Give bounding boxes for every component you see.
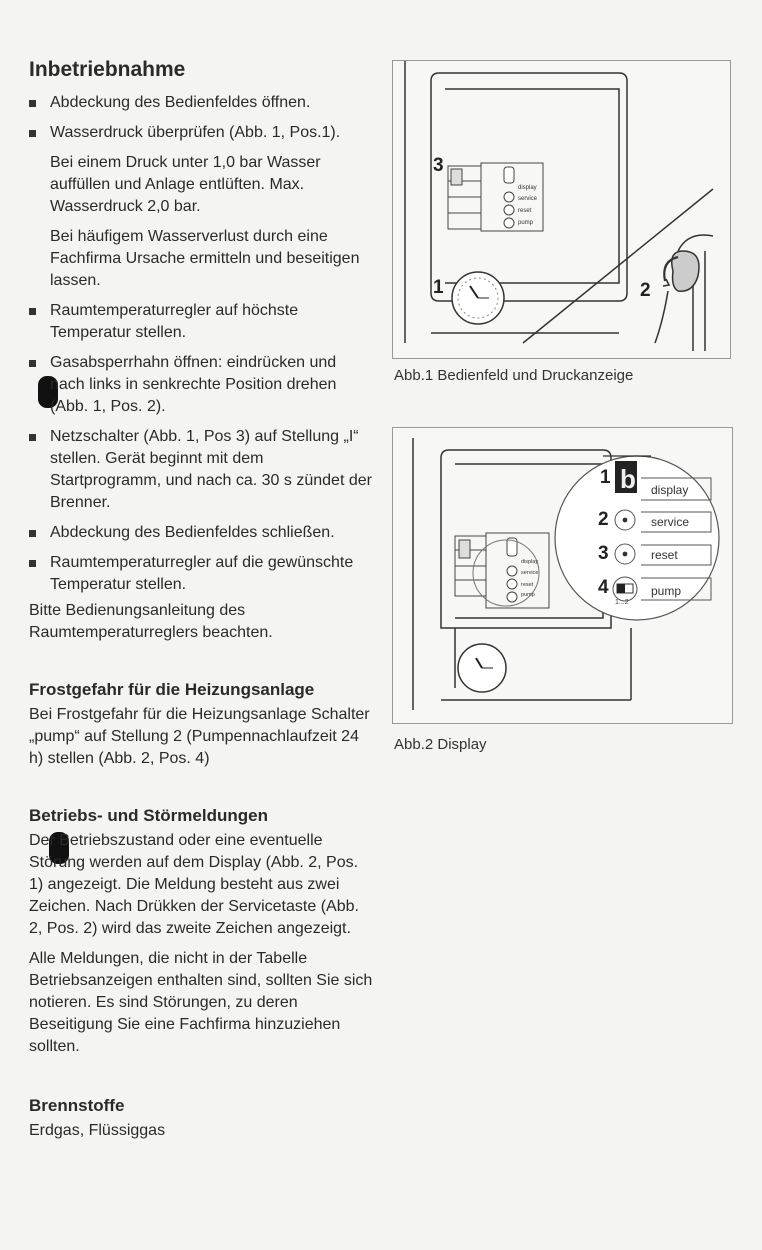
list-item-text: Netzschalter (Abb. 1, Pos 3) auf Stellung „I“ stellen. Gerät beginnt mit dem Startprogramm, und nach ca. 30 s zündet der Brenner. bbox=[50, 428, 372, 511]
list-item-subtext: Bei häufigem Wasserverlust durch eine Fachfirma Ursache ermitteln und beseitigen lassen. bbox=[50, 228, 360, 289]
bullet-icon bbox=[29, 434, 36, 441]
status-paragraph-1: Der Betriebszustand oder eine eventuelle Störung werden auf dem Display (Abb. 2, Pos. 1) angezeigt. Die Meldung besteht aus zwei Zeichen. Nach Drükken der Servicetaste (Abb. 2, Pos. 2) wird das zweite Zeichen angezeigt. bbox=[29, 832, 359, 937]
svg-text:service: service bbox=[521, 570, 539, 576]
fig2-label-pump: pump bbox=[651, 584, 682, 598]
startup-steps-list bbox=[29, 92, 374, 596]
pressure-gauge-icon bbox=[452, 272, 504, 324]
svg-text:reset: reset bbox=[521, 582, 534, 588]
bullet-icon bbox=[29, 130, 36, 137]
fig2-label-display: display bbox=[651, 483, 689, 497]
figure-2 bbox=[392, 427, 733, 724]
fig1-label-pump: pump bbox=[518, 220, 534, 226]
list-item bbox=[29, 122, 374, 292]
display-illustration bbox=[393, 428, 732, 723]
list-item bbox=[29, 426, 374, 514]
bullet-icon bbox=[29, 560, 36, 567]
list-item bbox=[29, 300, 374, 344]
bullet-icon bbox=[29, 100, 36, 107]
list-item-text: Raumtemperaturregler auf höchste Temperatur stellen. bbox=[50, 302, 299, 341]
svg-text:display: display bbox=[521, 559, 539, 565]
fig1-label-display: display bbox=[518, 185, 537, 191]
fig2-label-reset: reset bbox=[651, 548, 678, 562]
figure-1-caption: Abb.1 Bedienfeld und Druckanzeige bbox=[394, 367, 634, 384]
pump-switch-scale: 1...2 bbox=[615, 599, 629, 606]
list-item-text: Abdeckung des Bedienfeldes schließen. bbox=[50, 524, 335, 541]
thermostat-note: Bitte Bedienungsanleitung des Raumtemperaturreglers beachten. bbox=[29, 602, 273, 641]
fig2-pos-2: 2 bbox=[598, 509, 609, 530]
list-item-text: Raumtemperaturregler auf die gewünschte Temperatur stellen. bbox=[50, 554, 354, 593]
display-zoom bbox=[555, 456, 719, 620]
bullet-icon bbox=[29, 360, 36, 367]
bullet-icon bbox=[29, 530, 36, 537]
figure-2-caption: Abb.2 Display bbox=[394, 736, 487, 753]
status-paragraph-2: Alle Meldungen, die nicht in der Tabelle Betriebsanzeigen enthalten sind, sollten Sie sich notieren. Es sind Störungen, zu deren Beseitigung Sie eine Fachfirma hinzuziehen sollten. bbox=[29, 950, 373, 1055]
fig1-pos-3: 3 bbox=[433, 155, 444, 176]
list-item-subtext: Bei einem Druck unter 1,0 bar Wasser auffüllen und Anlage entlüften. Max. Wasserdruck 2,0 bar. bbox=[50, 154, 321, 215]
list-item-text: Gasabsperrhahn öffnen: eindrücken und nach links in senkrechte Position drehen (Abb. 1, Pos. 2). bbox=[50, 354, 337, 415]
display-glyph: b bbox=[620, 464, 636, 494]
list-item bbox=[29, 522, 374, 544]
text-column bbox=[29, 58, 374, 1150]
pressure-gauge-icon bbox=[458, 644, 506, 692]
figure-1 bbox=[392, 60, 731, 359]
fig2-pos-3: 3 bbox=[598, 543, 609, 564]
fig1-label-service: service bbox=[518, 196, 538, 202]
fig1-label-reset: reset bbox=[518, 208, 532, 214]
list-item bbox=[29, 552, 374, 596]
svg-text:pump: pump bbox=[521, 592, 535, 598]
frost-paragraph: Bei Frostgefahr für die Heizungsanlage Schalter „pump“ auf Stellung 2 (Pumpennachlaufzeit 24 h) stellen (Abb. 2, Pos. 4) bbox=[29, 706, 370, 767]
bullet-icon bbox=[29, 308, 36, 315]
list-item-text: Wasserdruck überprüfen (Abb. 1, Pos.1). bbox=[50, 124, 341, 141]
heading-betriebsmeldungen: Betriebs- und Störmeldungen bbox=[29, 806, 268, 825]
fig1-pos-1: 1 bbox=[433, 277, 444, 298]
control-panel-illustration bbox=[393, 61, 730, 358]
fig2-pos-4: 4 bbox=[598, 577, 609, 598]
fuels-text: Erdgas, Flüssiggas bbox=[29, 1122, 166, 1139]
fig2-label-service: service bbox=[651, 515, 690, 529]
list-item bbox=[29, 352, 374, 418]
list-item bbox=[29, 92, 374, 114]
heading-frostgefahr: Frostgefahr für die Heizungsanlage bbox=[29, 680, 315, 699]
fig2-pos-1: 1 bbox=[600, 467, 611, 488]
list-item-text: Abdeckung des Bedienfeldes öffnen. bbox=[50, 94, 311, 111]
heading-inbetriebnahme: Inbetriebnahme bbox=[29, 58, 186, 81]
heading-brennstoffe: Brennstoffe bbox=[29, 1096, 125, 1115]
fig1-pos-2: 2 bbox=[640, 280, 651, 301]
